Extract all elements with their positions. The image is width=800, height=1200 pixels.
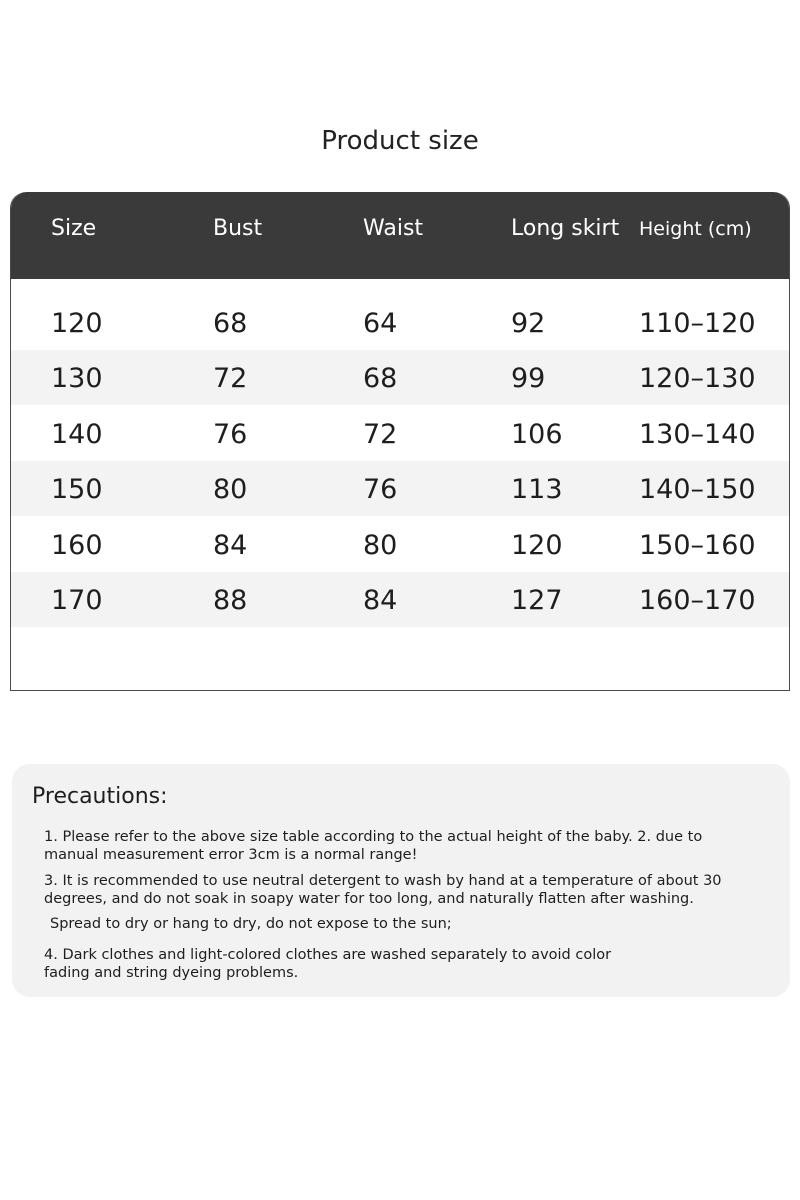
size-table [10,192,790,691]
cell-bust: 68 [213,308,248,339]
cell-bust: 84 [213,530,248,561]
cell-bust: 88 [213,585,248,616]
table-row [11,517,789,572]
header-height: Height (cm) [639,218,752,240]
cell-bust: 80 [213,474,248,505]
cell-waist: 84 [363,585,398,616]
cell-size: 130 [51,363,103,394]
cell-height: 110–120 [639,308,756,339]
header-size: Size [51,216,97,241]
cell-long-skirt: 120 [511,530,563,561]
precaution-item: 4. Dark clothes and light-colored clothes are washed separately to avoid color fading and string dyeing problems. [44,947,612,981]
cell-long-skirt: 99 [511,363,546,394]
header-long-skirt: Long skirt [511,216,620,241]
cell-height: 120–130 [639,363,756,394]
cell-waist: 76 [363,474,398,505]
cell-long-skirt: 92 [511,308,546,339]
table-header [11,192,789,279]
cell-size: 170 [51,585,103,616]
header-bust: Bust [213,216,263,241]
table-row [11,572,789,627]
cell-waist: 64 [363,308,398,339]
page-title: Product size [321,126,479,156]
cell-size: 150 [51,474,103,505]
precaution-item: 1. Please refer to the above size table according to the actual height of the baby. 2. due to manual measurement error 3cm is a normal range! [44,829,703,863]
header-waist: Waist [363,216,424,241]
cell-height: 160–170 [639,585,756,616]
cell-bust: 72 [213,363,248,394]
precaution-item: Spread to dry or hang to dry, do not expose to the sun; [50,916,452,932]
cell-height: 140–150 [639,474,756,505]
table-row [11,406,789,461]
precautions-card [12,764,790,997]
table-row [11,350,789,405]
cell-waist: 80 [363,530,398,561]
cell-long-skirt: 127 [511,585,563,616]
cell-size: 120 [51,308,103,339]
cell-long-skirt: 106 [511,419,563,450]
cell-waist: 72 [363,419,398,450]
table-row [11,461,789,516]
precaution-item: 3. It is recommended to use neutral detergent to wash by hand at a temperature of about 30 degrees, and do not soak in soapy water for too long, and naturally flatten after washing. [44,873,722,907]
precautions-title: Precautions: [32,784,168,809]
cell-long-skirt: 113 [511,474,563,505]
table-row [11,295,789,350]
cell-waist: 68 [363,363,398,394]
cell-bust: 76 [213,419,248,450]
cell-height: 130–140 [639,419,756,450]
cell-height: 150–160 [639,530,756,561]
cell-size: 140 [51,419,103,450]
cell-size: 160 [51,530,103,561]
